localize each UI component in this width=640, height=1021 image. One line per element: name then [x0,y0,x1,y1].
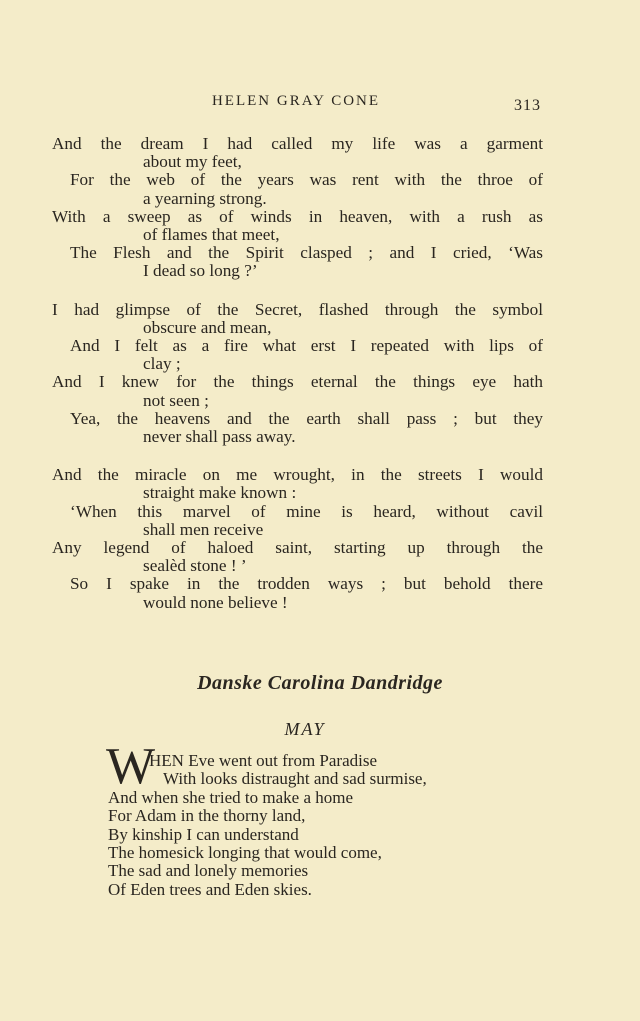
verse-line-continuation: I dead so long ?’ [143,261,258,281]
verse-line-continuation: not seen ; [143,390,209,410]
verse-line-continuation: shall men receive [143,519,264,539]
verse-line-continuation: would none believe ! [143,592,288,612]
verse-line: I had glimpse of the Secret, flashed through the symbol [52,299,543,319]
verse-line: Yea, the heavens and the earth shall pass ; but they [70,408,543,428]
verse-line: And the dream I had called my life was a garment [52,134,543,153]
running-head: HELEN GRAY CONE [211,93,381,109]
verse-line: The Flesh and the Spirit clasped ; and I cried, ‘Was [70,243,543,263]
verse-line-continuation: of flames that meet, [143,225,280,245]
drop-cap: W [106,738,156,795]
verse-line: The sad and lonely memories [108,861,309,881]
verse-line-continuation: never shall pass away. [143,427,296,447]
verse-line: And I knew for the things eternal the things eye hath [52,372,543,392]
verse-line: With looks distraught and sad surmise, [163,769,427,789]
verse-line-continuation: clay ; [143,354,181,374]
verse-line-continuation: about my feet, [143,152,242,172]
verse-line: HEN Eve went out from Paradise [149,751,378,770]
stanza-1 [52,135,543,281]
verse-line: For the web of the years was rent with the throe of [70,170,543,190]
poem-body [52,135,543,632]
stanza-2 [52,301,543,447]
verse-line: By kinship I can understand [108,824,299,844]
author-name: Danske Carolina Dandridge [197,672,443,694]
poem-two-body [108,752,508,899]
verse-line-continuation: a yearning strong. [143,188,267,208]
verse-line: Any legend of haloed saint, starting up through the [52,538,543,558]
verse-line-continuation: straight make known : [143,483,297,503]
verse-line: With a sweep as of winds in heaven, with a rush as [52,206,543,226]
verse-line-continuation: sealèd stone ! ’ [143,556,247,576]
verse-line: And when she tried to make a home [108,787,354,807]
verse-line: And the miracle on me wrought, in the streets I would [52,465,543,485]
verse-line-continuation: obscure and mean, [143,317,272,337]
verse-line: The homesick longing that would come, [108,843,382,863]
page-number: 313 [514,97,541,114]
verse-line: ‘When this marvel of mine is heard, without cavil [70,501,543,521]
poem-title: MAY [284,719,326,739]
verse-line: For Adam in the thorny land, [108,806,306,826]
verse-line: Of Eden trees and Eden skies. [108,879,312,899]
verse-line: And I felt as a fire what erst I repeated with lips of [70,336,543,356]
stanza-3 [52,466,543,612]
verse-line: So I spake in the trodden ways ; but behold there [70,574,543,594]
